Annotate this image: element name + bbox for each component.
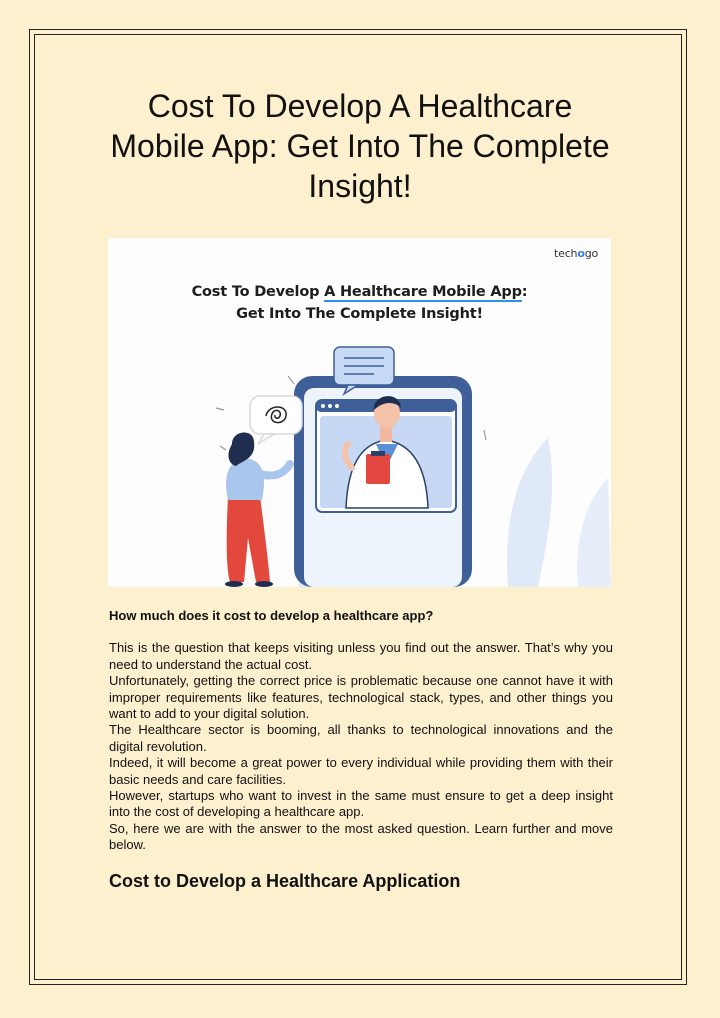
article-body xyxy=(109,608,613,854)
paragraph: So, here we are with the answer to the most asked question. Learn further and move below. xyxy=(109,820,613,853)
hero-illustration xyxy=(108,238,611,587)
hero-headline-highlight: A Healthcare Mobile App xyxy=(324,284,522,300)
paragraph: This is the question that keeps visiting unless you find out the answer. That’s why you need to understand the actual cost. xyxy=(109,640,613,672)
hero-headline: Cost To Develop A Healthcare Mobile App: Get Into The Complete Insight! xyxy=(191,284,528,322)
section-heading: Cost to Develop a Healthcare Application xyxy=(109,871,461,891)
paragraph: However, startups who want to invest in the same must ensure to get a deep insight into the cost of developing a healthcare app. xyxy=(109,788,613,820)
paragraph: The Healthcare sector is booming, all thanks to technological innovations and the digital revolution. xyxy=(109,722,613,754)
paragraph: Unfortunately, getting the correct price is problematic because one cannot have it with improper requirements like features, technological stack, types, and other things you want to add to your digital solution. xyxy=(109,673,613,722)
company-logo: techogo xyxy=(554,247,598,260)
paragraph: Indeed, it will become a great power to every individual while providing them with their basic needs and care facilities. xyxy=(109,755,613,787)
document-title: Cost To Develop A Healthcare Mobile App: Get Into The Complete Insight! xyxy=(110,88,610,204)
lead-question: How much does it cost to develop a healthcare app? xyxy=(109,608,434,623)
